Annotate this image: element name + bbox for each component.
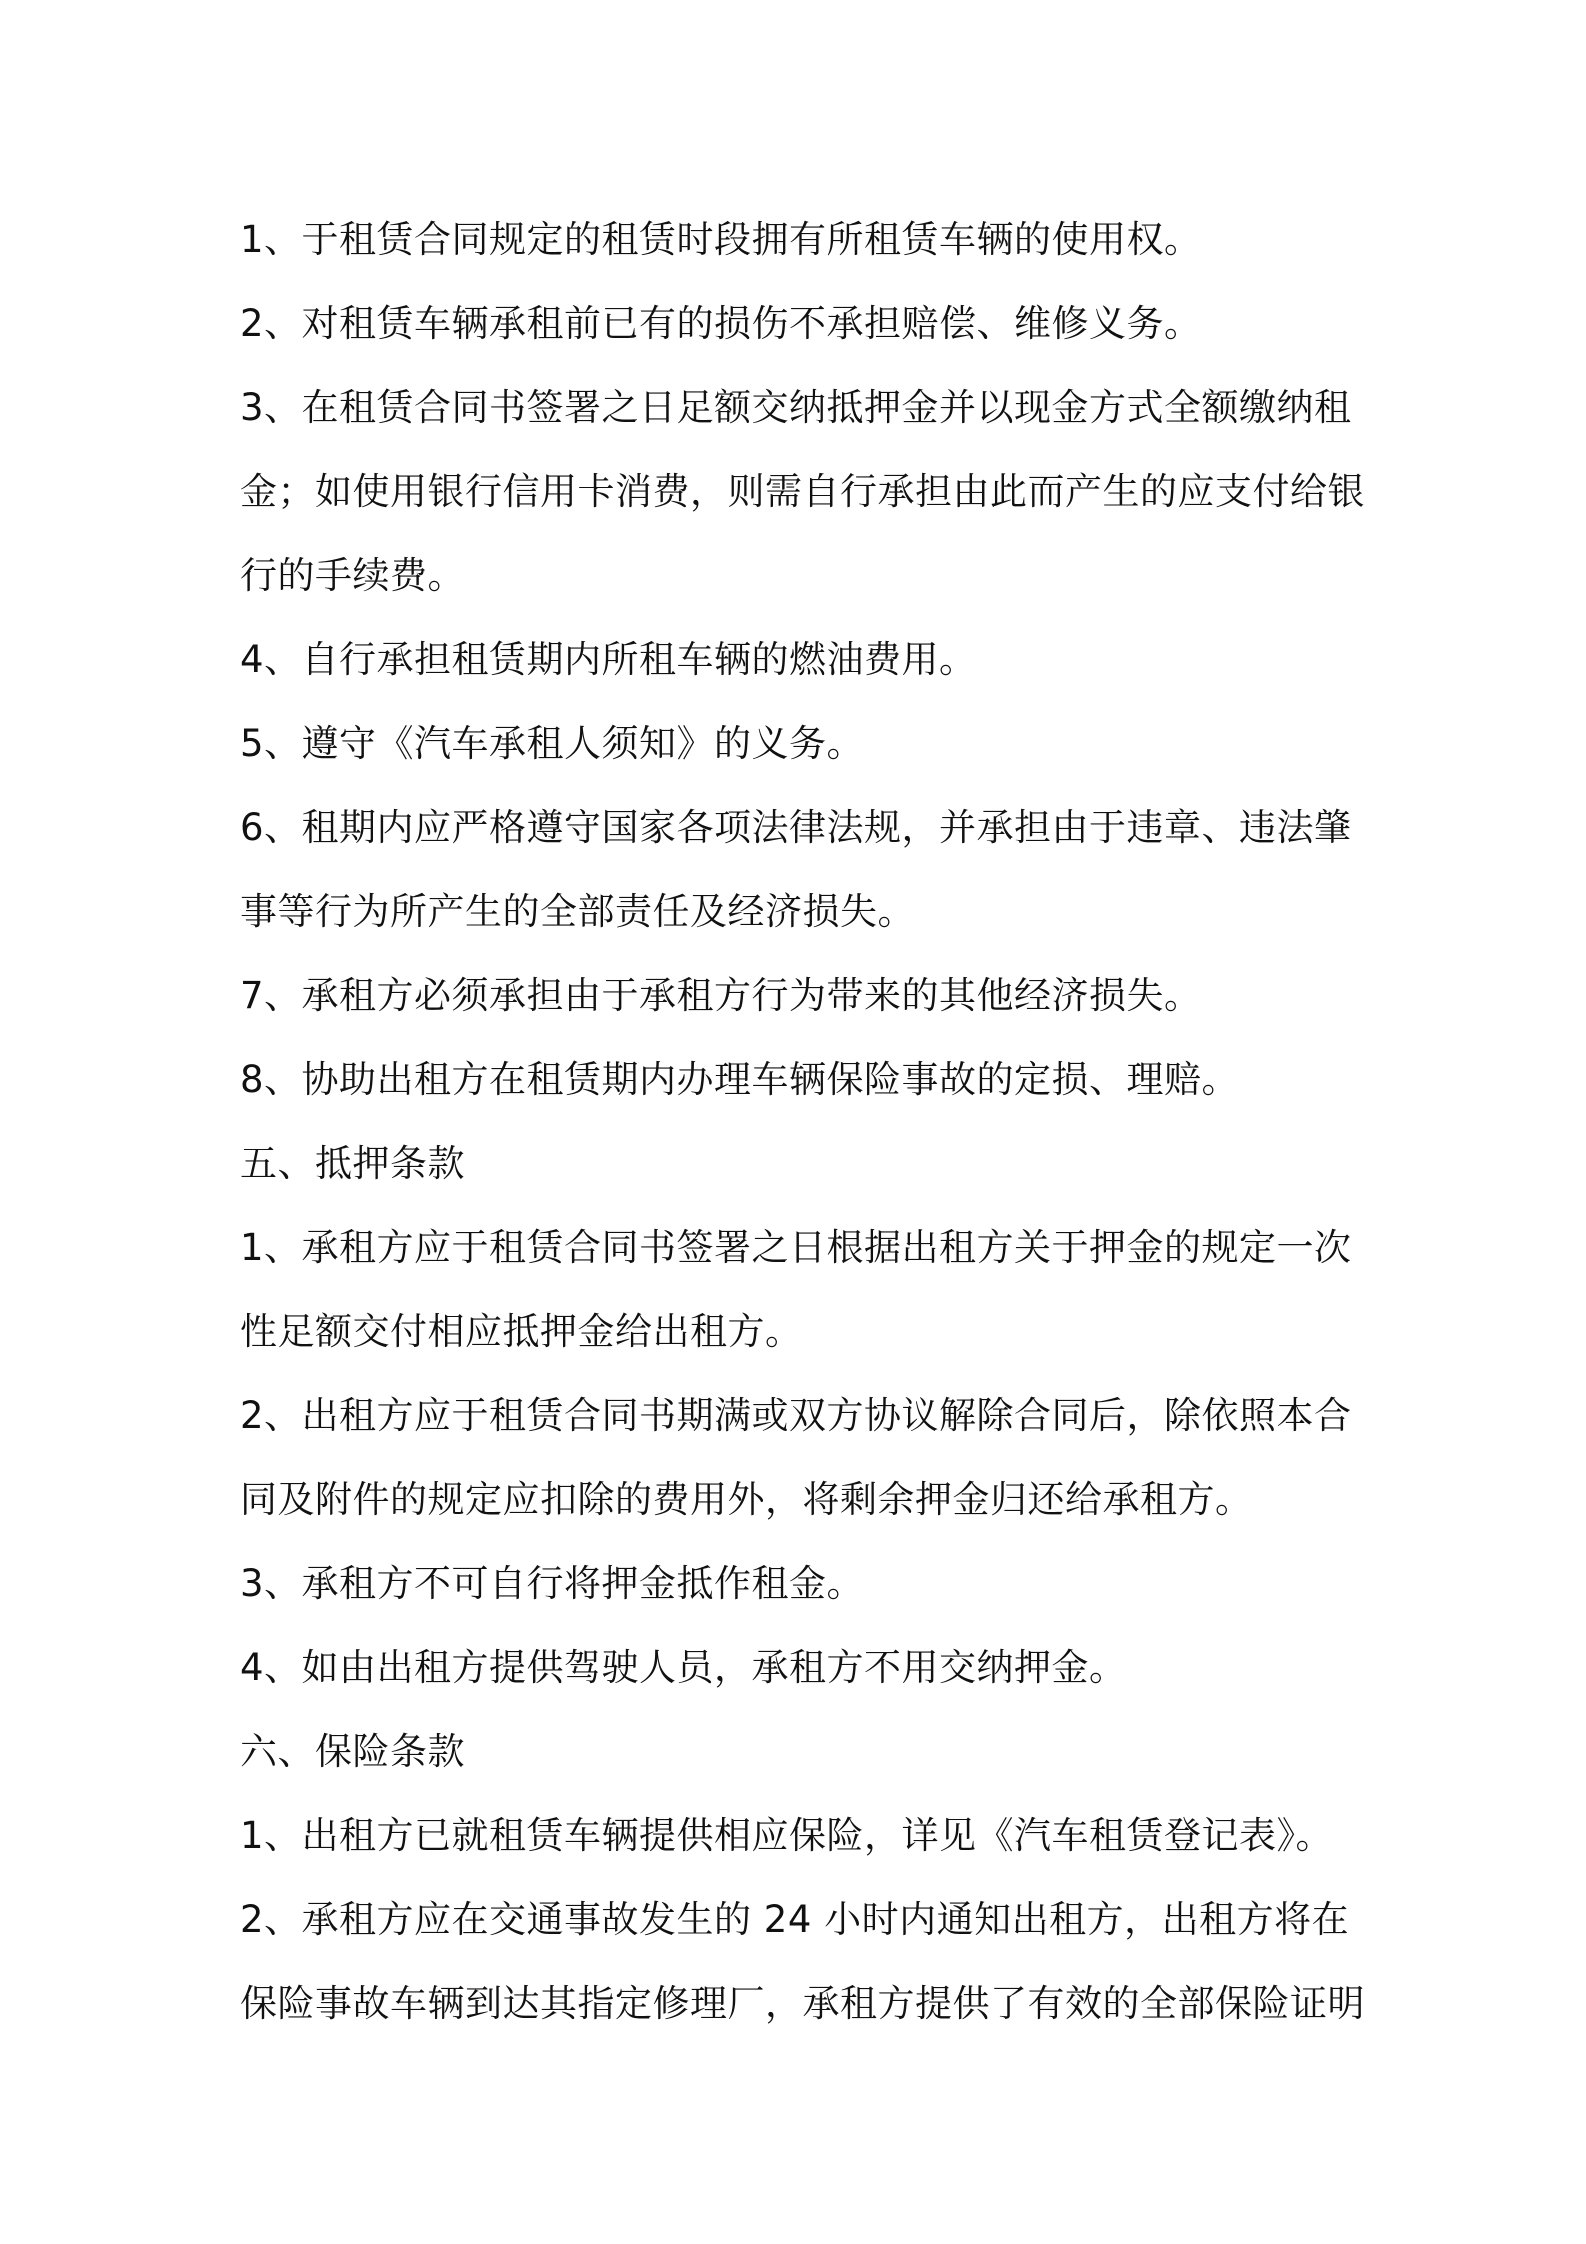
- clause-line: 2、出租方应于租赁合同书期满或双方协议解除合同后，除依照本合: [240, 1394, 1352, 1437]
- clause-line: 1、承租方应于租赁合同书签署之日根据出租方关于押金的规定一次: [240, 1226, 1352, 1269]
- clause-line: 1、出租方已就租赁车辆提供相应保险，详见《汽车租赁登记表》。: [240, 1814, 1334, 1857]
- clause-line: 5、遵守《汽车承租人须知》的义务。: [240, 722, 865, 765]
- clause-line: 1、于租赁合同规定的租赁时段拥有所租赁车辆的使用权。: [240, 218, 1202, 261]
- clause-line: 3、在租赁合同书签署之日足额交纳抵押金并以现金方式全额缴纳租: [240, 386, 1352, 429]
- clause-line: 同及附件的规定应扣除的费用外，将剩余押金归还给承租方。: [240, 1478, 1253, 1521]
- clause-line: 4、如由出租方提供驾驶人员，承租方不用交纳押金。: [240, 1646, 1127, 1689]
- document-page: [240, 198, 1365, 2046]
- clause-line: 6、租期内应严格遵守国家各项法律法规，并承担由于违章、违法肇: [240, 806, 1352, 849]
- clause-line: 4、自行承担租赁期内所租车辆的燃油费用。: [240, 638, 977, 681]
- clause-line: 7、承租方必须承担由于承租方行为带来的其他经济损失。: [240, 974, 1202, 1017]
- clause-line: 行的手续费。: [240, 554, 465, 597]
- clause-line: 保险事故车辆到达其指定修理厂，承租方提供了有效的全部保险证明: [240, 1982, 1365, 2025]
- clause-line: 性足额交付相应抵押金给出租方。: [240, 1310, 803, 1353]
- clause-line: 2、对租赁车辆承租前已有的损伤不承担赔偿、维修义务。: [240, 302, 1202, 345]
- clause-line: 金；如使用银行信用卡消费，则需自行承担由此而产生的应支付给银: [240, 470, 1365, 513]
- clause-line: 2、承租方应在交通事故发生的 24 小时内通知出租方，出租方将在: [240, 1898, 1350, 1941]
- section-heading-insurance: 六、保险条款: [240, 1730, 465, 1773]
- section-heading-collateral: 五、抵押条款: [240, 1142, 465, 1185]
- clause-line: 3、承租方不可自行将押金抵作租金。: [240, 1562, 865, 1605]
- clause-line: 8、协助出租方在租赁期内办理车辆保险事故的定损、理赔。: [240, 1058, 1240, 1101]
- clause-line: 事等行为所产生的全部责任及经济损失。: [240, 890, 915, 933]
